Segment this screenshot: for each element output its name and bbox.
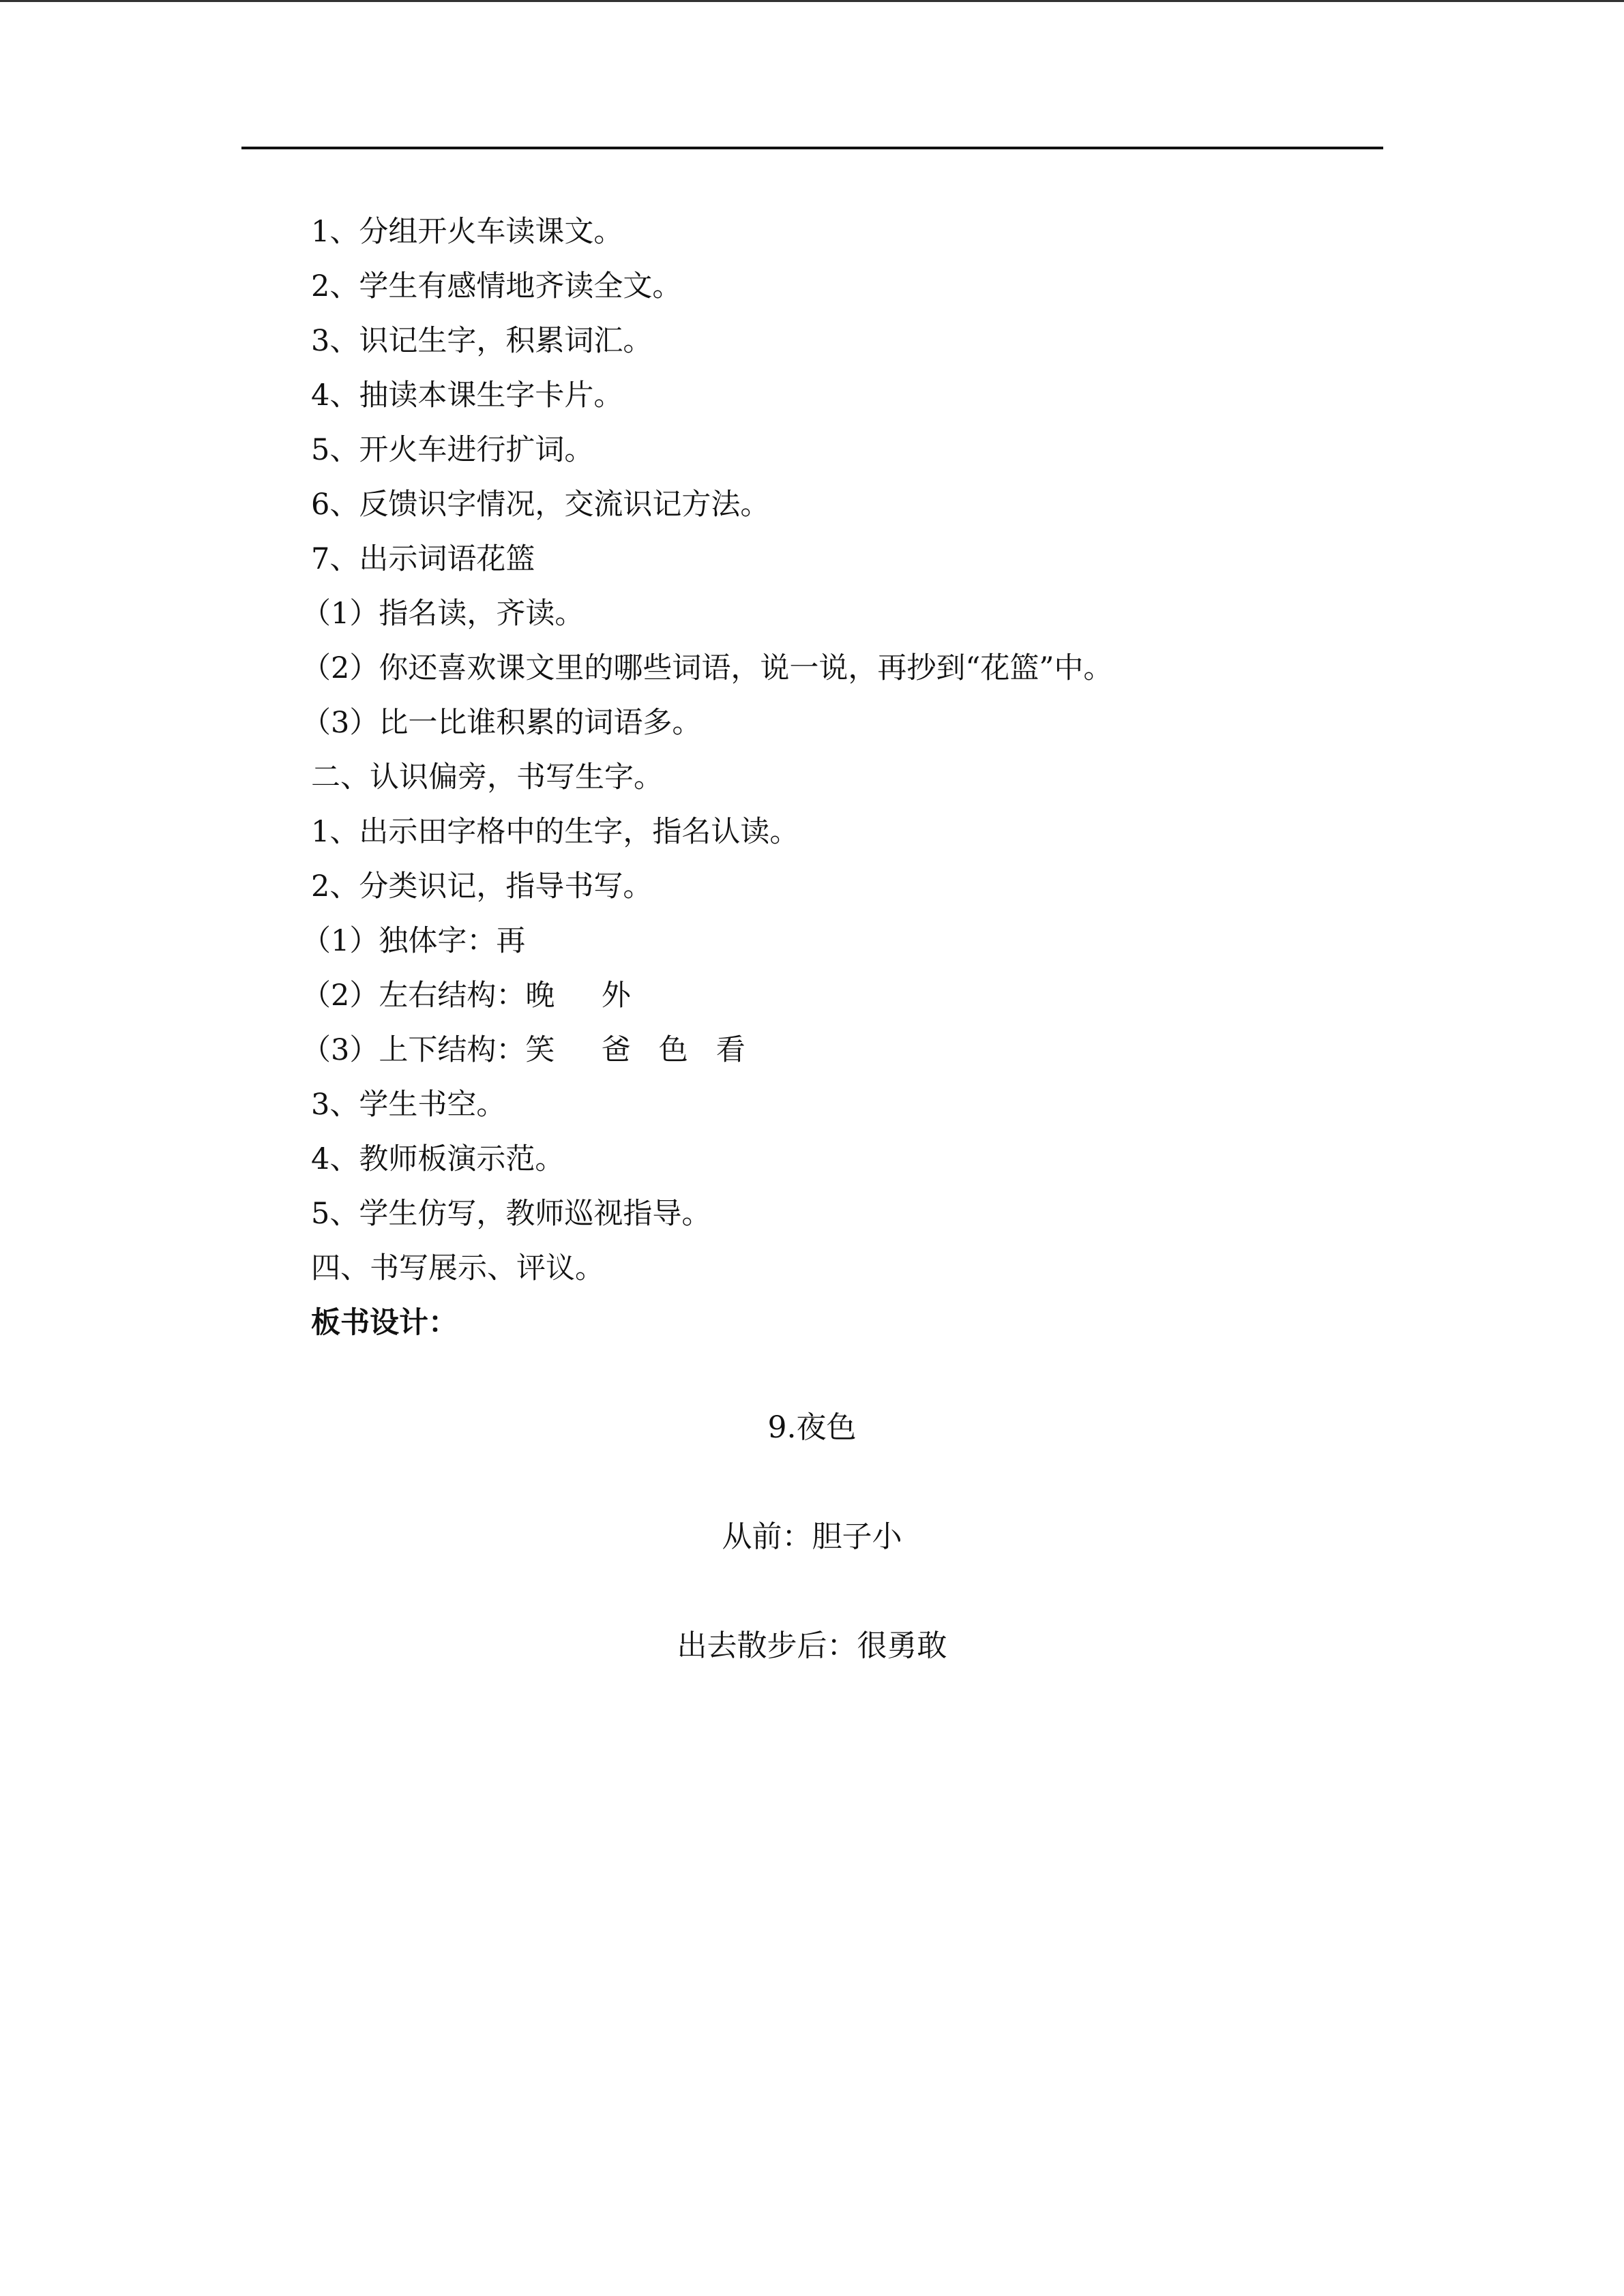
step-line: 2、分类识记，指导书写。 bbox=[311, 869, 653, 904]
board-line: 从前：胆子小 bbox=[722, 1519, 902, 1554]
step-line: 1、出示田字格中的生字，指名认读。 bbox=[311, 815, 799, 849]
board-title: 9.夜色 bbox=[767, 1410, 857, 1445]
step-line: （1）独体字：再 bbox=[301, 924, 526, 958]
step-line: 2、学生有感情地齐读全文。 bbox=[311, 269, 682, 303]
step-line: （3）上下结构：笑 爸 色 看 bbox=[301, 1033, 745, 1067]
board-design-heading: 板书设计： bbox=[311, 1306, 458, 1340]
step-line: 7、出示词语花篮 bbox=[311, 542, 535, 576]
step-line: （2）左右结构：晚 外 bbox=[301, 979, 631, 1013]
page-top-border bbox=[0, 0, 1624, 2]
lesson-steps bbox=[301, 205, 1375, 1350]
step-line: （1）指名读，齐读。 bbox=[301, 597, 585, 631]
step-line: （2）你还喜欢课文里的哪些词语，说一说，再抄到“花篮”中。 bbox=[301, 651, 1113, 685]
header-rule bbox=[241, 147, 1383, 149]
section-heading: 二、认识偏旁，书写生字。 bbox=[311, 760, 663, 794]
step-line: 5、开火车进行扩词。 bbox=[311, 433, 594, 467]
step-line: 3、识记生字，积累词汇。 bbox=[311, 324, 653, 358]
board-line: 出去散步后：很勇敢 bbox=[677, 1628, 947, 1663]
step-line: 4、抽读本课生字卡片。 bbox=[311, 378, 623, 413]
step-line: （3）比一比谁积累的词语多。 bbox=[301, 706, 702, 740]
step-line: 5、学生仿写，教师巡视指导。 bbox=[311, 1197, 711, 1231]
step-line: 1、分组开火车读课文。 bbox=[311, 215, 623, 249]
section-heading: 四、书写展示、评议。 bbox=[311, 1251, 604, 1285]
step-line: 6、反馈识字情况，交流识记方法。 bbox=[311, 488, 770, 522]
step-line: 3、学生书空。 bbox=[311, 1088, 506, 1122]
step-line: 4、教师板演示范。 bbox=[311, 1142, 565, 1176]
